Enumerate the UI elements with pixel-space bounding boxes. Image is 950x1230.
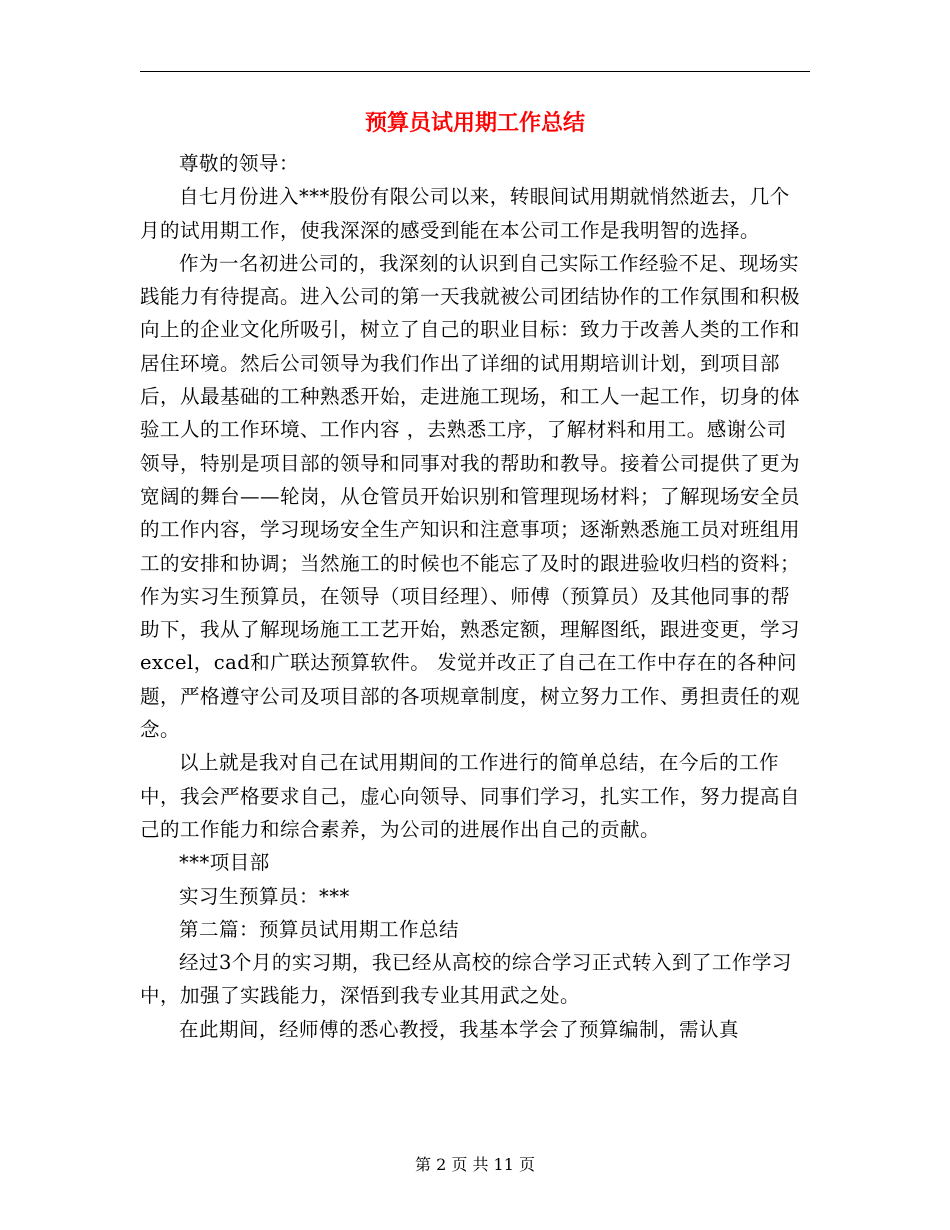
- section-heading-part-two: 第二篇：预算员试用期工作总结: [179, 917, 460, 941]
- paragraph-part-two-body: 在此期间，经师傅的悉心教授，我基本学会了预算编制，需认真: [179, 1017, 740, 1041]
- paragraph-summary: 以上就是我对自己在试用期间的工作进行的简单总结，在今后的工作中，我会严格要求自己，虚心向领导、同事们学习，扎实工作，努力提高自己的工作能力和综合素养，为公司的进展作出自己的贡献。: [140, 751, 801, 841]
- document-body: [140, 147, 800, 1046]
- page-number-footer: 第 2 页 共 11 页: [415, 1155, 535, 1174]
- salutation: 尊敬的领导：: [179, 152, 300, 175]
- paragraph-main: 作为一名初进公司的，我深刻的认识到自己实际工作经验不足、现场实践能力有待提高。进入公司的第一天我就被公司团结协作的工作氛围和积极向上的企业文化所吸引，树立了自己的职业目标：致力于改善人类的工作和居住环境。然后公司领导为我们作出了详细的试用期培训计划，到项目部后，从最基础的工种熟悉开始，走进施工现场，和工人一起工作，切身的体验工人的工作环境、工作内容 ，去熟悉工序，了解材料和用工。感谢公司领导，特别是项目部的领导和同事对我的帮助和教导。接着公司提供了更为宽阔的舞台——轮岗，从仓管员开始识别和管理现场材料；了解现场安全员的工作内容，学习现场安全生产知识和注意事项；逐渐熟悉施工员对班组用工的安排和协调；当然施工的时候也不能忘了及时的跟进验收归档的资料；作为实习生预算员，在领导（项目经理）、师傅（预算员）及其他同事的帮助下，我从了解现场施工工艺开始，熟悉定额，理解图纸，跟进变更，学习excel，cad和广联达预算软件。 发觉并改正了自己在工作中存在的各种问题，严格遵守公司及项目部的各项规章制度，树立努力工作、勇担责任的观念。: [140, 251, 801, 742]
- paragraph-intro: 自七月份进入***股份有限公司以来，转眼间试用期就悄然逝去，几个月的试用期工作，使我深深的感受到能在本公司工作是我明智的选择。: [140, 185, 790, 242]
- header-rule: [140, 71, 810, 72]
- paragraph-part-two-intro: 经过3个月的实习期，我已经从高校的综合学习正式转入到了工作学习中，加强了实践能力，深悟到我专业其用武之处。: [140, 951, 792, 1008]
- signature-department: ***项目部: [179, 851, 270, 875]
- document-title: 预算员试用期工作总结: [364, 111, 585, 136]
- signature-name: 实习生预算员：***: [179, 884, 350, 908]
